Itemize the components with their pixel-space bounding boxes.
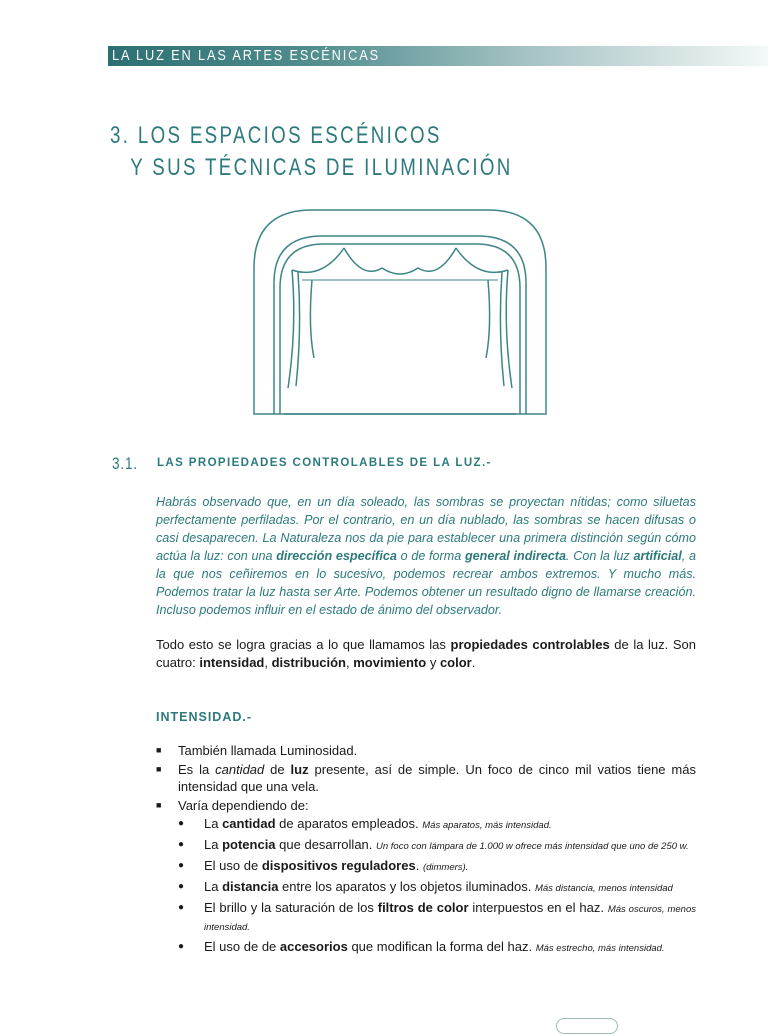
- sub2-text-1: La: [204, 837, 223, 852]
- sub6-bold: accesorios: [279, 939, 348, 954]
- para-sep-1: ,: [264, 655, 272, 670]
- sub-list-item: [178, 939, 696, 957]
- sub3-text-1: El uso de: [204, 858, 262, 873]
- intro-bold-2: general indirecta: [464, 549, 567, 563]
- sub3-text-2: .: [415, 858, 423, 873]
- header-title: LA LUZ EN LAS ARTES ESCÉNICAS: [112, 47, 381, 64]
- para-text-2: de la luz. Son cuatro:: [156, 637, 696, 670]
- intro-text-2: o de forma: [396, 549, 465, 563]
- sub-list-item: [178, 837, 696, 855]
- sub4-text-2: entre los aparatos y los objetos iluminados.: [278, 879, 535, 894]
- sub3-bold: dispositivos reguladores: [261, 858, 416, 873]
- item2-bold: luz: [290, 762, 309, 777]
- para-sep-2: ,: [346, 655, 354, 670]
- body-paragraph: [156, 636, 696, 672]
- sub5-text-1: El brillo y la saturación de los: [204, 900, 378, 915]
- para-bold-2: intensidad: [199, 655, 265, 670]
- sub-list-item: [178, 900, 696, 936]
- stage-illustration: [252, 208, 548, 418]
- item1-text: También llamada Luminosidad.: [178, 743, 358, 758]
- list-item: [156, 742, 696, 759]
- chapter-title: [110, 120, 513, 184]
- sub6-text-2: que modifican la forma del haz.: [347, 939, 536, 954]
- sub-list-item: [178, 816, 696, 834]
- sub-list-item: [178, 879, 696, 897]
- section-title: LAS PROPIEDADES CONTROLABLES DE LA LUZ.-: [157, 457, 492, 469]
- sub4-note: Más distancia, menos intensidad: [534, 883, 673, 894]
- footer-tab: [556, 1018, 618, 1034]
- intro-paragraph: [156, 493, 696, 619]
- item2-text-2: de: [264, 762, 291, 777]
- sub1-text-2: de aparatos empleados.: [275, 816, 423, 831]
- sub2-note: Un foco con lámpara de 1.000 w ofrece más intensidad que uno de 250 w.: [376, 841, 689, 852]
- list-item: [156, 761, 696, 795]
- sub1-note: Más aparatos, más intensidad.: [422, 820, 552, 831]
- sub4-bold: distancia: [222, 879, 279, 894]
- sub5-text-2: interpuestos en el haz.: [468, 900, 608, 915]
- sub6-note: Más estrecho, más intensidad.: [535, 943, 665, 954]
- list-item: [156, 797, 696, 957]
- sub1-text-1: La: [204, 816, 223, 831]
- sub1-bold: cantidad: [222, 816, 276, 831]
- para-sep-3: y: [426, 655, 440, 670]
- intensidad-list: [156, 742, 696, 960]
- para-sep-4: .: [471, 655, 476, 670]
- item2-text-1: Es la: [178, 762, 216, 777]
- intro-text-4: , a la que nos ceñiremos en lo sucesivo, podemos recrear ambos extremos. Y mucho más. Podemos tratar la luz hasta ser Arte. Podemos obtener un resultado digno de llamarse creación. Incluso podemos influir en el estado de ánimo del observador.: [156, 549, 696, 617]
- sub2-text-2: que desarrollan.: [275, 837, 376, 852]
- chapter-title-line1: 3. LOS ESPACIOS ESCÉNICOS: [110, 122, 442, 149]
- sub-list: [178, 816, 696, 957]
- intro-bold-1: dirección específica: [276, 549, 397, 563]
- sub2-bold: potencia: [222, 837, 276, 852]
- para-bold-4: movimiento: [353, 655, 427, 670]
- item3-text: Varía dependiendo de:: [178, 798, 309, 813]
- intro-bold-3: artificial: [633, 549, 682, 563]
- sub3-note: (dimmers).: [422, 862, 469, 873]
- intensidad-heading: INTENSIDAD.-: [156, 710, 253, 724]
- sub5-note: Más oscuros, menos intensidad.: [204, 904, 696, 933]
- sub6-text-1: El uso de de: [204, 939, 280, 954]
- sub5-bold: filtros de color: [377, 900, 469, 915]
- section-number: 3.1.: [112, 454, 138, 473]
- para-bold-5: color: [439, 655, 472, 670]
- sub4-text-1: La: [204, 879, 223, 894]
- section-heading: [112, 454, 492, 474]
- intro-text-1: Habrás observado que, en un día soleado, las sombras se proyectan nítidas; como siluetas perfectamente perfiladas. Por el contrario, en un día nublado, las sombras se hacen difusas o casi desaparecen. La Naturaleza nos da pie para establecer una primera distinción según cómo actúa la luz: con una: [156, 495, 696, 563]
- chapter-title-line2: Y SUS TÉCNICAS DE ILUMINACIÓN: [130, 154, 513, 181]
- para-bold-3: distribución: [271, 655, 346, 670]
- item2-italic: cantidad: [215, 762, 265, 777]
- intro-text-3: . Con la luz: [566, 549, 634, 563]
- para-bold-1: propiedades controlables: [450, 637, 610, 652]
- sub-list-item: [178, 858, 696, 876]
- item2-text-3: presente, así de simple. Un foco de cinco mil vatios tiene más intensidad que una vela.: [178, 762, 696, 794]
- para-text-1: Todo esto se logra gracias a lo que llamamos las: [156, 637, 451, 652]
